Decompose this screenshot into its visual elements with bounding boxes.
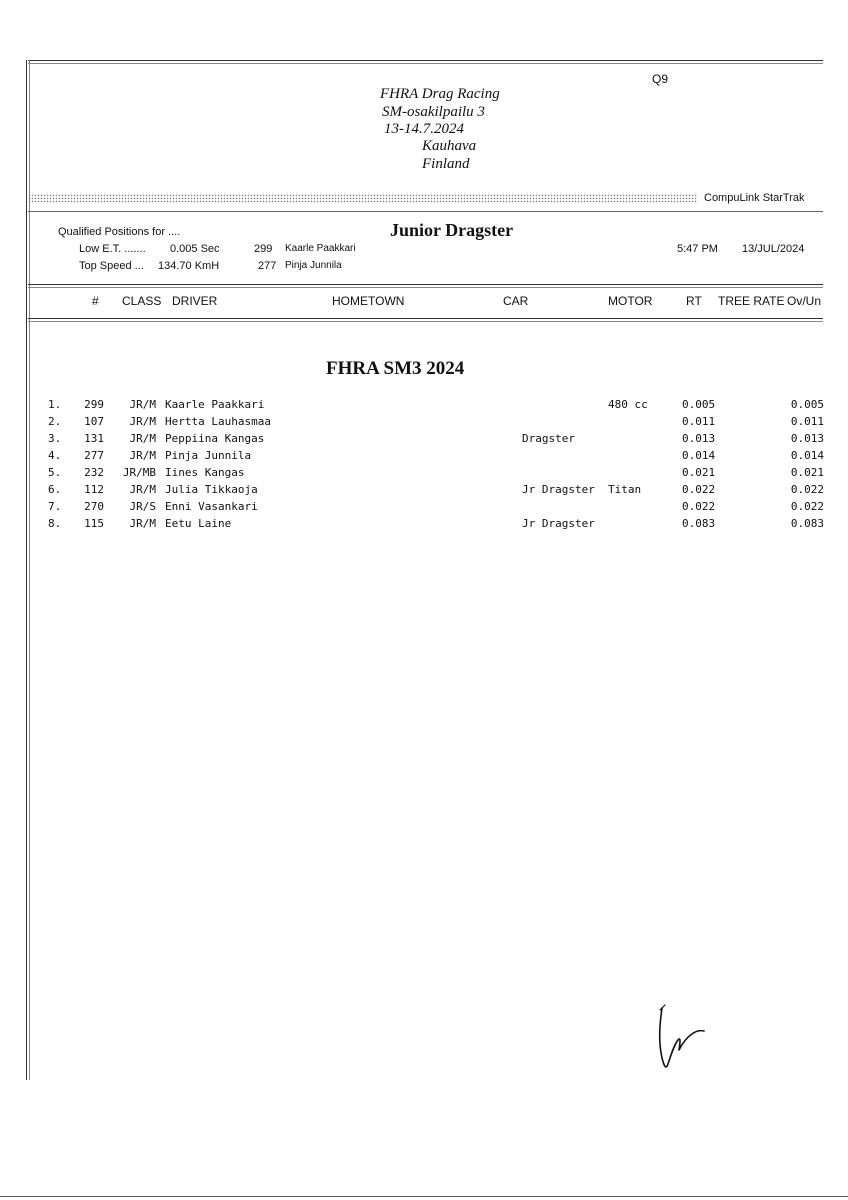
col-hometown: HOMETOWN [332,294,405,308]
num-cell: 107 [84,415,104,428]
ovun-cell: 0.022 [790,483,824,496]
system-label: CompuLink StarTrak [704,192,805,204]
table-row [0,398,848,415]
rt-cell: 0.021 [682,466,716,479]
rt-cell: 0.013 [682,432,716,445]
table-row [0,483,848,500]
car-cell: Jr Dragster [522,483,595,496]
low-et-label: Low E.T. ....... [79,243,146,255]
header-rule [28,211,823,212]
top-speed-car: 277 [258,260,277,272]
col-rt: RT [686,294,702,308]
col-header-top-rule-2 [28,287,823,288]
top-border-inner [28,63,823,64]
col-tree-rate: TREE RATE [718,294,785,308]
left-border-inner [29,60,30,1080]
num-cell: 277 [84,449,104,462]
car-cell: Dragster [522,432,575,445]
event-city: Kauhava [422,138,477,154]
num-cell: 232 [84,466,104,479]
car-cell: Jr Dragster [522,517,595,530]
num-cell: 112 [84,483,104,496]
class-cell: JR/M [129,432,156,445]
num-cell: 131 [84,432,104,445]
low-et-value: 0.005 Sec [170,243,220,255]
ovun-cell: 0.014 [790,449,824,462]
num-cell: 270 [84,500,104,513]
pos-cell: 7. [48,500,62,513]
event-dates: 13-14.7.2024 [384,121,464,137]
class-cell: JR/M [129,398,156,411]
pos-cell: 5. [48,466,62,479]
report-date: 13/JUL/2024 [742,243,805,255]
event-round: SM-osakilpailu 3 [382,104,485,120]
pos-cell: 6. [48,483,62,496]
driver-cell: Pinja Junnila [165,449,252,462]
driver-cell: Enni Vasankari [165,500,258,513]
bottom-scan-line [0,1196,848,1197]
ovun-cell: 0.011 [790,415,824,428]
col-driver: DRIVER [172,294,218,308]
ovun-cell: 0.013 [790,432,824,445]
top-speed-value: 134.70 KmH [158,260,220,272]
ovun-cell: 0.022 [790,500,824,513]
col-ov-un: Ov/Un [787,294,822,308]
motor-cell: 480 cc [608,398,648,411]
pos-cell: 2. [48,415,62,428]
col-class: CLASS [122,294,162,308]
motor-cell: Titan [608,483,642,496]
rt-cell: 0.005 [682,398,716,411]
dotted-separator [28,194,698,203]
handwritten-signature [648,1000,708,1075]
driver-cell: Eetu Laine [165,517,232,530]
rt-cell: 0.022 [682,500,716,513]
driver-cell: Iines Kangas [165,466,245,479]
num-cell: 299 [84,398,104,411]
rt-cell: 0.014 [682,449,716,462]
col-header-top-rule [28,284,823,285]
table-row [0,466,848,483]
table-row [0,500,848,517]
rt-cell: 0.022 [682,483,716,496]
left-border [26,60,27,1080]
report-time: 5:47 PM [677,243,718,255]
col-motor: MOTOR [608,294,653,308]
rt-cell: 0.083 [682,517,716,530]
driver-cell: Kaarle Paakkari [165,398,265,411]
driver-cell: Peppiina Kangas [165,432,265,445]
section-title: FHRA SM3 2024 [326,358,465,379]
table-row [0,449,848,466]
class-cell: JR/MB [122,466,156,479]
qualified-label: Qualified Positions for .... [58,226,181,238]
class-cell: JR/M [129,517,156,530]
class-cell: JR/M [129,449,156,462]
table-row [0,415,848,432]
ovun-cell: 0.021 [790,466,824,479]
class-title: Junior Dragster [390,220,514,240]
pos-cell: 3. [48,432,62,445]
pos-cell: 4. [48,449,62,462]
driver-cell: Julia Tikkaoja [165,483,258,496]
ovun-cell: 0.005 [790,398,824,411]
ovun-cell: 0.083 [790,517,824,530]
low-et-driver: Kaarle Paakkari [285,243,356,254]
col-header-bottom-rule [28,318,823,319]
event-title: FHRA Drag Racing [380,86,500,102]
driver-cell: Hertta Lauhasmaa [165,415,271,428]
num-cell: 115 [84,517,104,530]
table-row [0,432,848,449]
low-et-car: 299 [254,243,273,255]
pos-cell: 1. [48,398,62,411]
top-speed-driver: Pinja Junnila [285,260,342,271]
col-header-bottom-rule-2 [28,321,823,322]
sheet-code: Q9 [652,72,669,86]
rt-cell: 0.011 [682,415,716,428]
class-cell: JR/M [129,415,156,428]
pos-cell: 8. [48,517,62,530]
col-car: CAR [503,294,529,308]
event-country: Finland [422,156,470,172]
col-number: # [92,294,99,308]
table-row [0,517,848,534]
top-border [28,60,823,61]
top-speed-label: Top Speed ... [79,260,144,272]
class-cell: JR/M [129,483,156,496]
class-cell: JR/S [129,500,156,513]
